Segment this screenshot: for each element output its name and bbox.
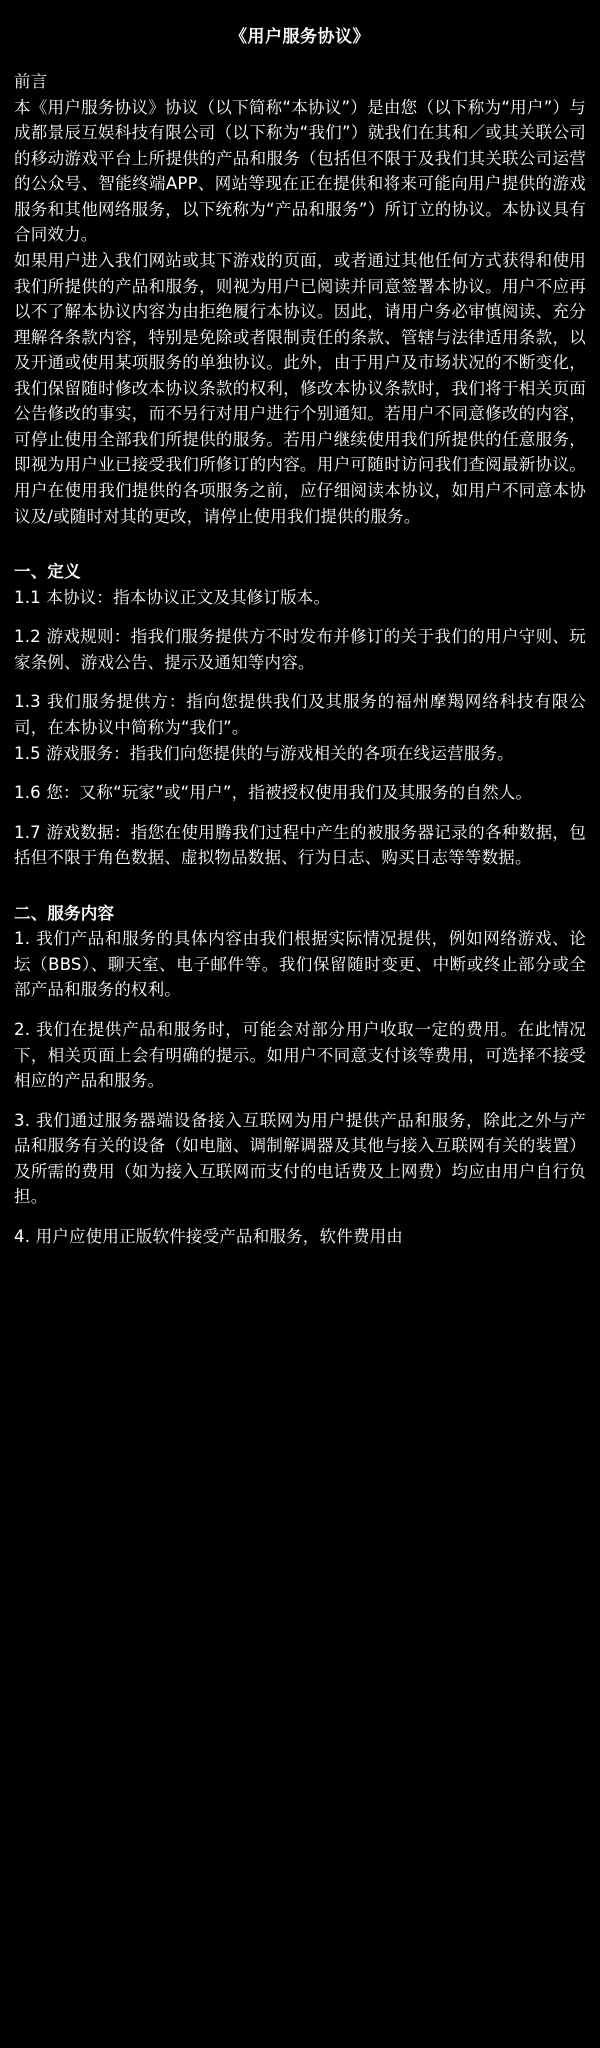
preface-paragraph-1: 本《用户服务协议》协议（以下简称“本协议”）是由您（以下称为“用户”）与成都景辰互娱科技有限公司（以下称为“我们”）就我们在其和／或其关联公司的移动游戏平台上所提供的产品和服务（包括但不限于及我们其关联公司运营的公众号、智能终端APP、网站等现在正在提供和将来可能向用户提供的游戏服务和其他网络服务，以下统称为“产品和服务”）所订立的协议。本协议具有合同效力。 bbox=[14, 97, 586, 245]
section-heading-definitions: 一、定义 bbox=[14, 562, 81, 582]
spacer bbox=[14, 1094, 586, 1108]
definition-item-6: 1.7 游戏数据：指您在使用腾我们过程中产生的被服务器记录的各种数据，包括但不限于角色数据、虚拟物品数据、行为日志、购买日志等等数据。 bbox=[14, 822, 586, 868]
section-definitions bbox=[14, 559, 586, 871]
service-item-2: 2. 我们在提供产品和服务时，可能会对部分用户收取一定的费用。在此情况下，相关页面上会有明确的提示。如用户不同意支付该等费用，可选择不接受相应的产品和服务。 bbox=[14, 1020, 586, 1091]
spacer bbox=[14, 806, 586, 820]
definition-item-5: 1.6 您：又称“玩家”或“用户”，指被授权使用我们及其服务的自然人。 bbox=[14, 783, 533, 803]
section-service-content bbox=[14, 901, 586, 1250]
service-item-1: 1. 我们产品和服务的具体内容由我们根据实际情况提供，例如网络游戏、论坛（BBS）、聊天室、电子邮件等。我们保留随时变更、中断或终止部分或全部产品和服务的权利。 bbox=[14, 929, 586, 1000]
spacer bbox=[14, 543, 586, 559]
definition-item-1: 1.1 本协议：指本协议正文及其修订版本。 bbox=[14, 587, 331, 607]
spacer bbox=[14, 1210, 586, 1224]
preface-paragraph-2: 如果用户进入我们网站或其下游戏的页面，或者通过其他任何方式获得和使用我们所提供的产品和服务，则视为用户已阅读并同意签署本协议。用户不应再以不了解本协议内容为由拒绝履行本协议。因此，请用户务必审慎阅读、充分理解各条款内容，特别是免除或者限制责任的条款、管辖与法律适用条款，以及开通或使用某项服务的单独协议。此外，由于用户及市场状况的不断变化，我们保留随时修改本协议条款的权利，修改本协议条款时，我们将于相关页面公告修改的事实，而不另行对用户进行个别通知。若用户不同意修改的内容，可停止使用全部我们所提供的服务。若用户继续使用我们所提供的任意服务，即视为用户业已接受我们所修订的内容。用户可随时访问我们查阅最新协议。用户在使用我们提供的各项服务之前，应仔细阅读本协议，如用户不同意本协议及/或随时对其的更改，请停止使用我们提供的服务。 bbox=[14, 250, 586, 526]
service-item-4: 4. 用户应使用正版软件接受产品和服务，软件费用由 bbox=[14, 1226, 403, 1246]
spacer bbox=[14, 675, 586, 689]
spacer bbox=[14, 766, 586, 780]
service-item-3: 3. 我们通过服务器端设备接入互联网为用户提供产品和服务，除此之外与产品和服务有关的设备（如电脑、调制解调器及其他与接入互联网有关的装置）及所需的费用（如为接入互联网而支付的电话费及上网费）均应由用户自行负担。 bbox=[14, 1110, 586, 1207]
spacer bbox=[14, 885, 586, 901]
section-heading-service-content: 二、服务内容 bbox=[14, 903, 115, 923]
spacer bbox=[14, 610, 586, 624]
preface-heading: 前言 bbox=[14, 72, 48, 91]
definition-item-2: 1.2 游戏规则：指我们服务提供方不时发布并修订的关于我们的用户守则、玩家条例、游戏公告、提示及通知等内容。 bbox=[14, 627, 586, 672]
spacer bbox=[14, 1003, 586, 1017]
definition-item-3: 1.3 我们服务提供方：指向您提供我们及其服务的福州摩羯网络科技有限公司，在本协议中简称为“我们”。 bbox=[14, 692, 586, 737]
preface-section bbox=[14, 69, 586, 529]
definition-item-4: 1.5 游戏服务：指我们向您提供的与游戏相关的各项在线运营服务。 bbox=[14, 743, 514, 763]
page-title: 《用户服务协议》 bbox=[230, 27, 370, 47]
